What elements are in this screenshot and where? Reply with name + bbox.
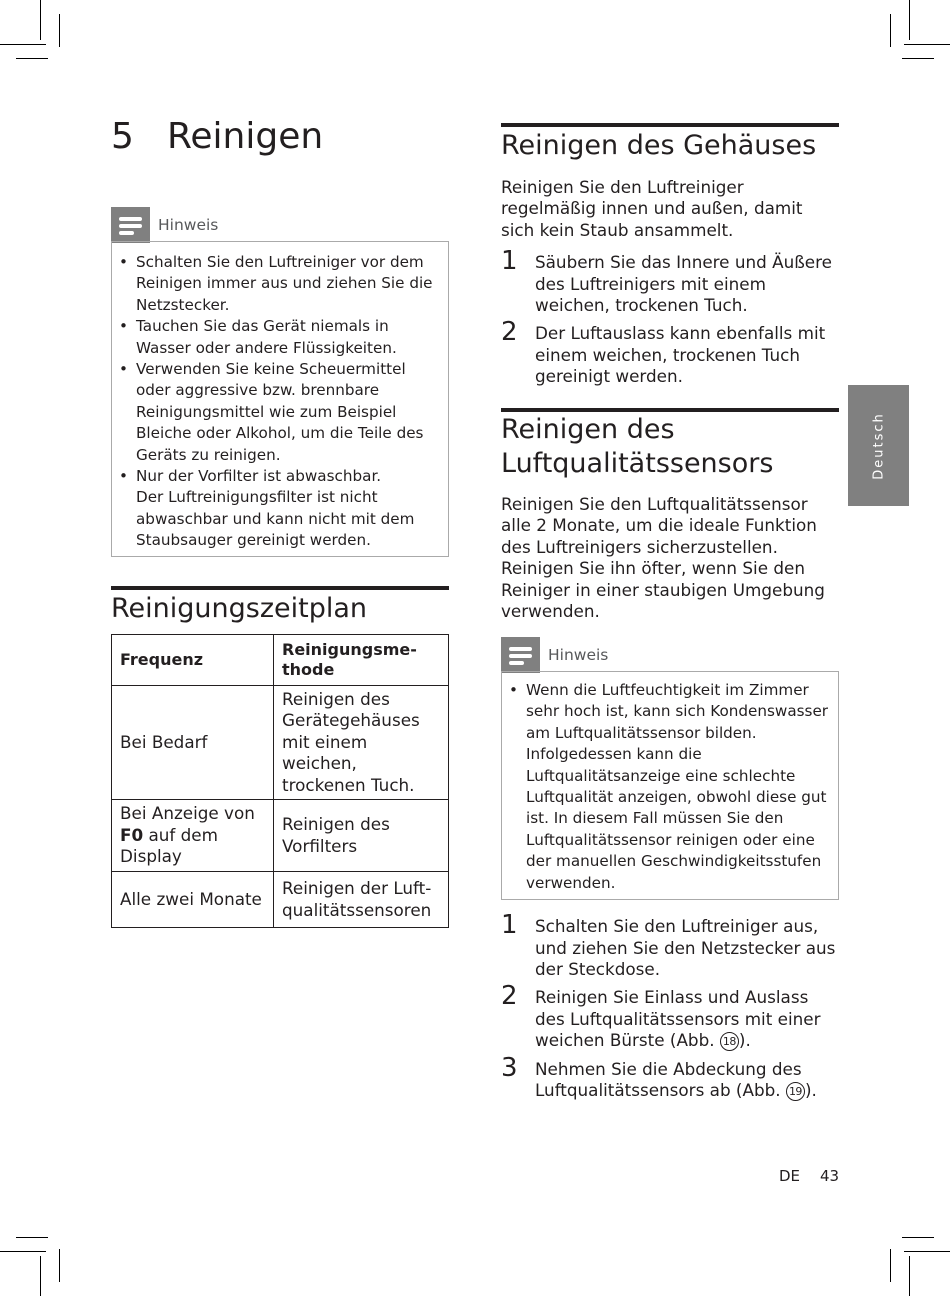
note-icon bbox=[111, 207, 150, 243]
crop-mark bbox=[40, 1256, 41, 1296]
note-item: • Schalten Sie den Luftreiniger vor dem Reinigen immer aus und ziehen Sie die Netzstecker. bbox=[136, 252, 442, 316]
step-number: 3 bbox=[501, 1052, 518, 1083]
table-cell: Reinigen des Vorfilters bbox=[274, 800, 449, 872]
step-item bbox=[501, 1052, 841, 1102]
housing-steps bbox=[501, 246, 841, 395]
table-row bbox=[112, 800, 449, 872]
crop-mark bbox=[0, 44, 46, 45]
figure-number: 19 bbox=[786, 1082, 805, 1101]
chapter-title: Reinigen bbox=[167, 116, 324, 157]
note-item: • Verwenden Sie keine Scheuermittel oder aggressive bzw. brennbare Reinigungsmittel wie zum Beispiel Bleiche oder Alkohol, um die Teile des Geräts zu reinigen. bbox=[136, 359, 442, 466]
schedule-heading: Reinigungszeitplan bbox=[111, 593, 368, 624]
section-rule bbox=[501, 408, 839, 412]
crop-mark bbox=[16, 58, 48, 59]
table-row bbox=[112, 872, 449, 928]
page-number: 43 bbox=[820, 1167, 840, 1185]
crop-mark bbox=[890, 1249, 891, 1282]
table-cell: Bei Bedarf bbox=[112, 686, 274, 800]
table-cell: Reinigen der Luft-qualitätssensoren bbox=[274, 872, 449, 928]
step-text: Säubern Sie das Innere und Äußere des Luftreinigers mit einem weichen, trockenen Tuch. bbox=[535, 252, 832, 316]
crop-mark bbox=[904, 1251, 950, 1252]
table-header-cell: Frequenz bbox=[112, 635, 274, 686]
note-item: • Wenn die Luftfeuchtigkeit im Zimmer sehr hoch ist, kann sich Kondenswasser am Luftqualitätssensor bilden. Infolgedessen kann die Luftqualitätsanzeige eine schlechte Luftqualität anzeigen, obwohl diese gut ist. In diesem Fall müssen Sie den Luftqualitätssensor reinigen oder eine der manuellen Geschwindigkeitsstufen verwenden. bbox=[526, 680, 834, 894]
table-cell-text: auf dem Display bbox=[120, 824, 218, 867]
table-header-row bbox=[112, 635, 449, 686]
step-number: 1 bbox=[501, 246, 518, 276]
note-item: • Tauchen Sie das Gerät niemals in Wasser oder andere Flüssigkeiten. bbox=[136, 316, 442, 359]
crop-mark bbox=[59, 1249, 60, 1282]
display-code: F0 bbox=[120, 824, 144, 845]
step-item bbox=[501, 910, 841, 981]
footer-language: DE bbox=[779, 1167, 801, 1185]
step-text: ). bbox=[804, 1080, 817, 1101]
table-cell: Alle zwei Monate bbox=[112, 872, 274, 928]
housing-heading: Reinigen des Gehäuses bbox=[501, 130, 817, 161]
crop-mark bbox=[890, 14, 891, 47]
section-rule bbox=[501, 123, 839, 127]
chapter-heading bbox=[111, 116, 323, 158]
note-label: Hinweis bbox=[158, 216, 219, 234]
crop-mark bbox=[902, 1237, 934, 1238]
sensor-heading bbox=[501, 413, 773, 481]
sensor-steps bbox=[501, 910, 841, 1108]
table-header-cell: Reinigungsme-thode bbox=[274, 635, 449, 686]
crop-mark bbox=[59, 14, 60, 47]
step-item bbox=[501, 317, 841, 388]
note-icon bbox=[501, 637, 540, 673]
table-cell-text: Bei Anzeige von bbox=[120, 803, 255, 824]
step-text: Nehmen Sie die Abdeckung des Luftqualitätssensors ab (Abb. bbox=[535, 1058, 802, 1101]
crop-mark bbox=[16, 1237, 48, 1238]
sensor-intro: Reinigen Sie den Luftqualitätssensor alle 2 Monate, um die ideale Funktion des Luftreinigers sicherzustellen. Reinigen Sie ihn öfter, wenn Sie den Reiniger in einer staubigen Umgebung verwenden. bbox=[501, 494, 825, 622]
language-tab-label: Deutsch bbox=[871, 411, 886, 480]
note-label: Hinweis bbox=[548, 646, 609, 664]
step-text: Der Luftauslass kann ebenfalls mit einem weichen, trockenen Tuch gereinigt werden. bbox=[535, 323, 826, 387]
step-text: ). bbox=[738, 1030, 751, 1051]
crop-mark bbox=[902, 58, 934, 59]
step-item bbox=[501, 246, 841, 317]
chapter-number: 5 bbox=[111, 116, 134, 157]
step-number: 1 bbox=[501, 910, 518, 940]
section-rule bbox=[111, 586, 449, 590]
step-text: Schalten Sie den Luftreiniger aus, und ziehen Sie den Netzstecker aus der Steckdose. bbox=[535, 916, 836, 980]
language-tab bbox=[848, 385, 909, 506]
note-item: • Nur der Vorfilter ist abwaschbar. Der Luftreinigungsfilter ist nicht abwaschbar und kann nicht mit dem Staubsauger gereinigt werden. bbox=[136, 466, 442, 552]
sensor-heading-line: Luftqualitätssensors bbox=[501, 448, 774, 479]
crop-mark bbox=[904, 44, 950, 45]
cleaning-schedule-table bbox=[111, 634, 449, 928]
table-row bbox=[112, 686, 449, 800]
step-text: Reinigen Sie Einlass und Auslass des Luftqualitätssensors mit einer weichen Bürste (Abb. bbox=[535, 987, 821, 1051]
step-number: 2 bbox=[501, 317, 518, 348]
table-cell bbox=[112, 800, 274, 872]
housing-intro: Reinigen Sie den Luftreiniger regelmäßig innen und außen, damit sich kein Staub ansammelt. bbox=[501, 177, 803, 240]
table-cell: Reinigen des Gerätegehäuses mit einem weichen, trockenen Tuch. bbox=[274, 686, 449, 800]
step-item bbox=[501, 981, 841, 1052]
note-box bbox=[501, 671, 839, 900]
step-number: 2 bbox=[501, 981, 518, 1012]
note-box bbox=[111, 241, 449, 557]
crop-mark bbox=[909, 1256, 910, 1296]
figure-number: 18 bbox=[720, 1032, 739, 1051]
crop-mark bbox=[0, 1251, 46, 1252]
crop-mark bbox=[909, 0, 910, 40]
sensor-heading-line: Reinigen des bbox=[501, 414, 675, 445]
crop-mark bbox=[40, 0, 41, 40]
